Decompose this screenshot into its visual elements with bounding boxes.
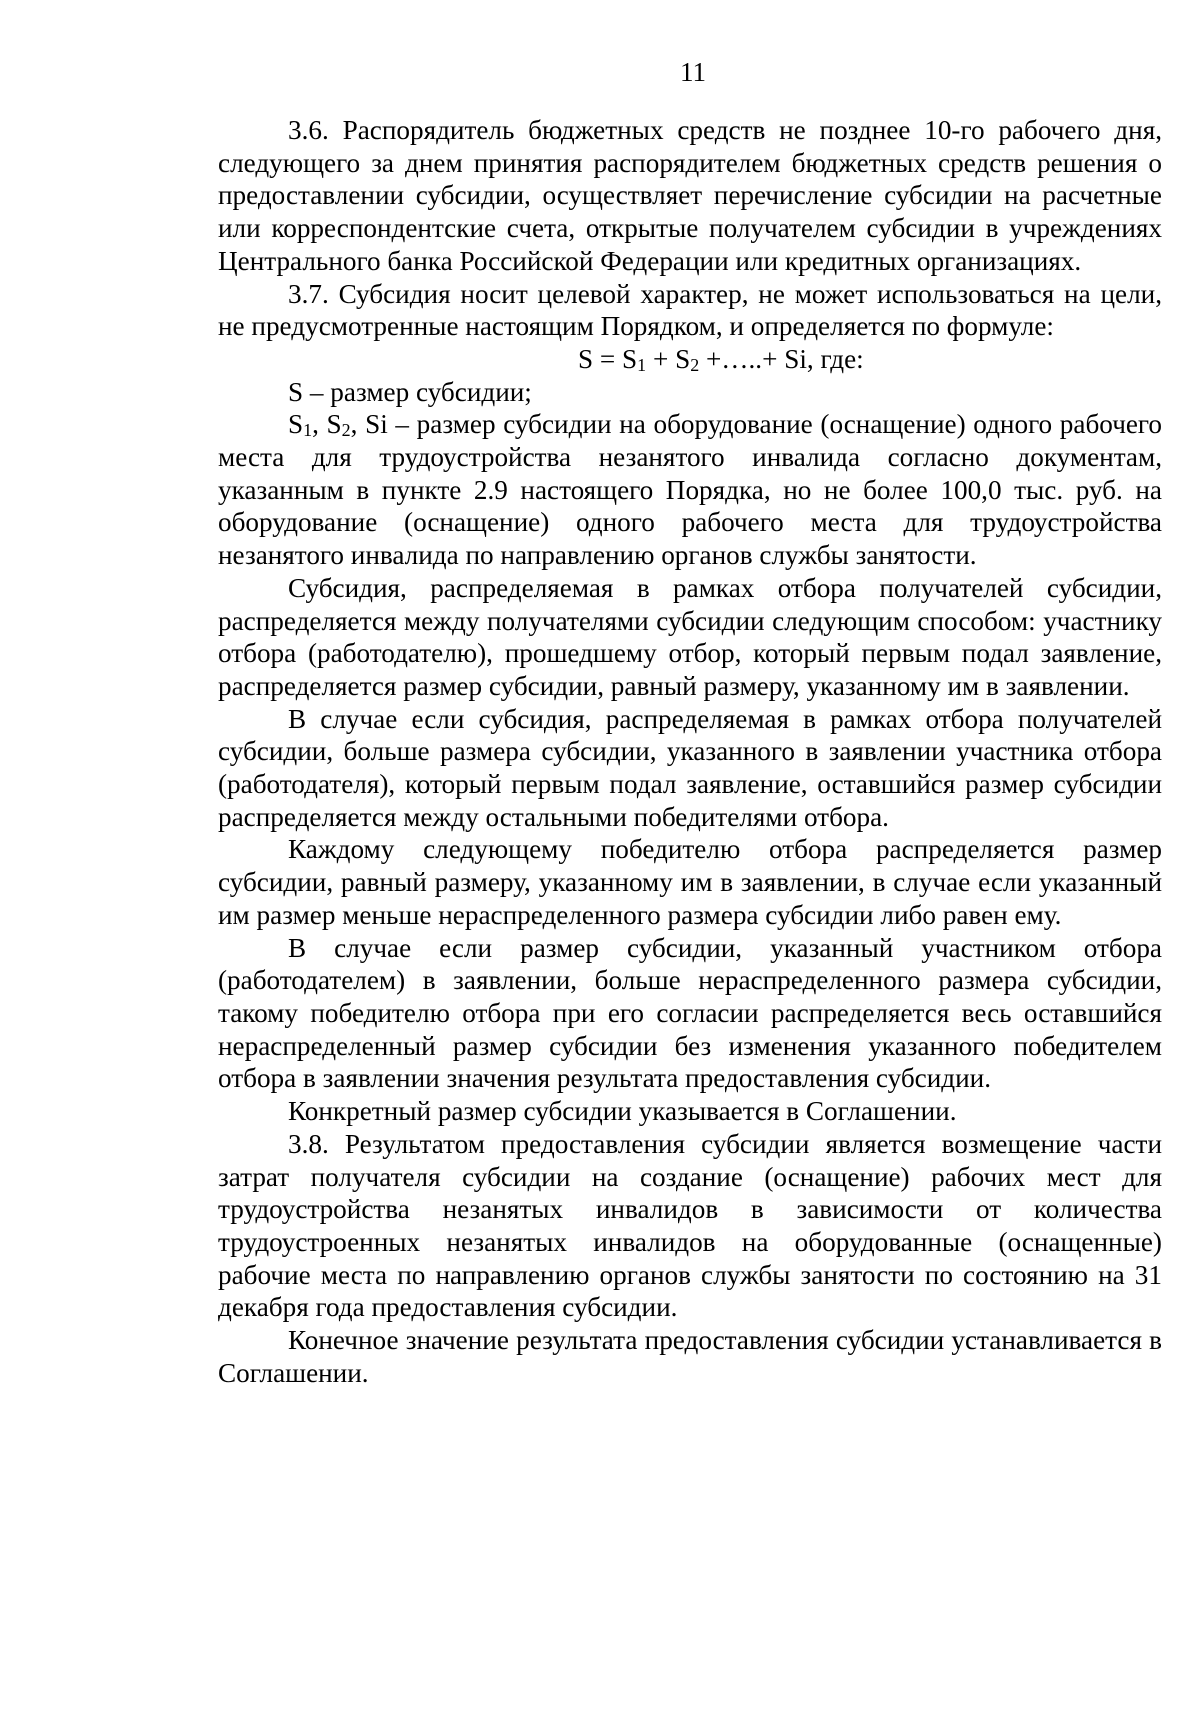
paragraph-each-next: Каждому следующему победителю отбора распределяется размер субсидии, равный размеру, указанному им в заявлении, в случае если указанный им размер меньше нераспределенного размера субсидии либо равен ему. — [218, 834, 1162, 930]
s-items-index-1: 1 — [303, 420, 313, 441]
definition-s: S – размер субсидии; — [288, 376, 532, 407]
paragraph-specific-size: Конкретный размер субсидии указывается в Соглашении. — [288, 1096, 957, 1127]
paragraph-3-8: 3.8. Результатом предоставления субсидии является возмещение части затрат получателя субсидии на создание (оснащение) рабочих мест для трудоустройства незанятых инвалидов в зависимости от количества трудоустроенных незанятых инвалидов на оборудованные (оснащенные) рабочие места по направлению органов службы занятости по состоянию на 31 декабря года предоставления субсидии. — [218, 1128, 1162, 1323]
subsidy-formula — [218, 343, 1162, 376]
paragraph-3-6: 3.6. Распорядитель бюджетных средств не позднее 10-го рабочего дня, следующего за днем принятия распорядителем бюджетных средств решения о предоставлении субсидии, осуществляет перечисление субсидии на расчетные или корреспондентские счета, открытые получателем субсидии в учреждениях Центрального банка Российской Федерации или кредитных организациях. — [218, 115, 1162, 276]
formula-plus: + S — [646, 343, 691, 374]
s-items-rest: , Si – размер субсидии на оборудование (оснащение) одного рабочего места для трудоустройства незанятого инвалида согласно документам, указанным в пункте 2.9 настоящего Порядка, но не более 100,0 тыс. руб. на оборудование (оснащение) одного рабочего места для трудоустройства незанятого инвалида по направлению органов службы занятости. — [218, 409, 1162, 571]
paragraph-final-value: Конечное значение результата предоставления субсидии устанавливается в Соглашении. — [218, 1325, 1162, 1388]
formula-start: S = S — [578, 343, 638, 374]
paragraph-distribution: Субсидия, распределяемая в рамках отбора получателей субсидии, распределяется между получателями субсидии следующим способом: участнику отбора (работодателю), прошедшему отбор, который первым подал заявление, распределяется размер субсидии, равный размеру, указанному им в заявлении. — [218, 572, 1162, 701]
paragraph-3-7: 3.7. Субсидия носит целевой характер, не может использоваться на цели, не предусмотренные настоящим Порядком, и определяется по формуле: — [218, 278, 1162, 342]
formula-rest: +…..+ Si, где: — [699, 343, 864, 374]
document-body — [218, 114, 1162, 1389]
paragraph-if-larger: В случае если размер субсидии, указанный участником отбора (работодателем) в заявлении, больше нераспределенного размера субсидии, такому победителю отбора при его согласии распределяется весь оставшийся нераспределенный размер субсидии без изменения указанного победителем отбора в заявлении значения результата предоставления субсидии. — [218, 932, 1162, 1094]
paragraph-if-more: В случае если субсидия, распределяемая в рамках отбора получателей субсидии, больше размера субсидии, указанного в заявлении участника отбора (работодателя), который первым подал заявление, оставшийся размер субсидии распределяется между остальными победителями отбора. — [218, 703, 1162, 832]
s-items-start: S — [288, 409, 304, 440]
s-items-index-2: 2 — [341, 420, 351, 441]
definition-s-items — [218, 408, 1162, 572]
formula-index-1: 1 — [637, 355, 647, 376]
formula-index-2: 2 — [690, 355, 700, 376]
s-items-mid: , S — [312, 409, 342, 440]
page-number: 11 — [680, 57, 706, 87]
